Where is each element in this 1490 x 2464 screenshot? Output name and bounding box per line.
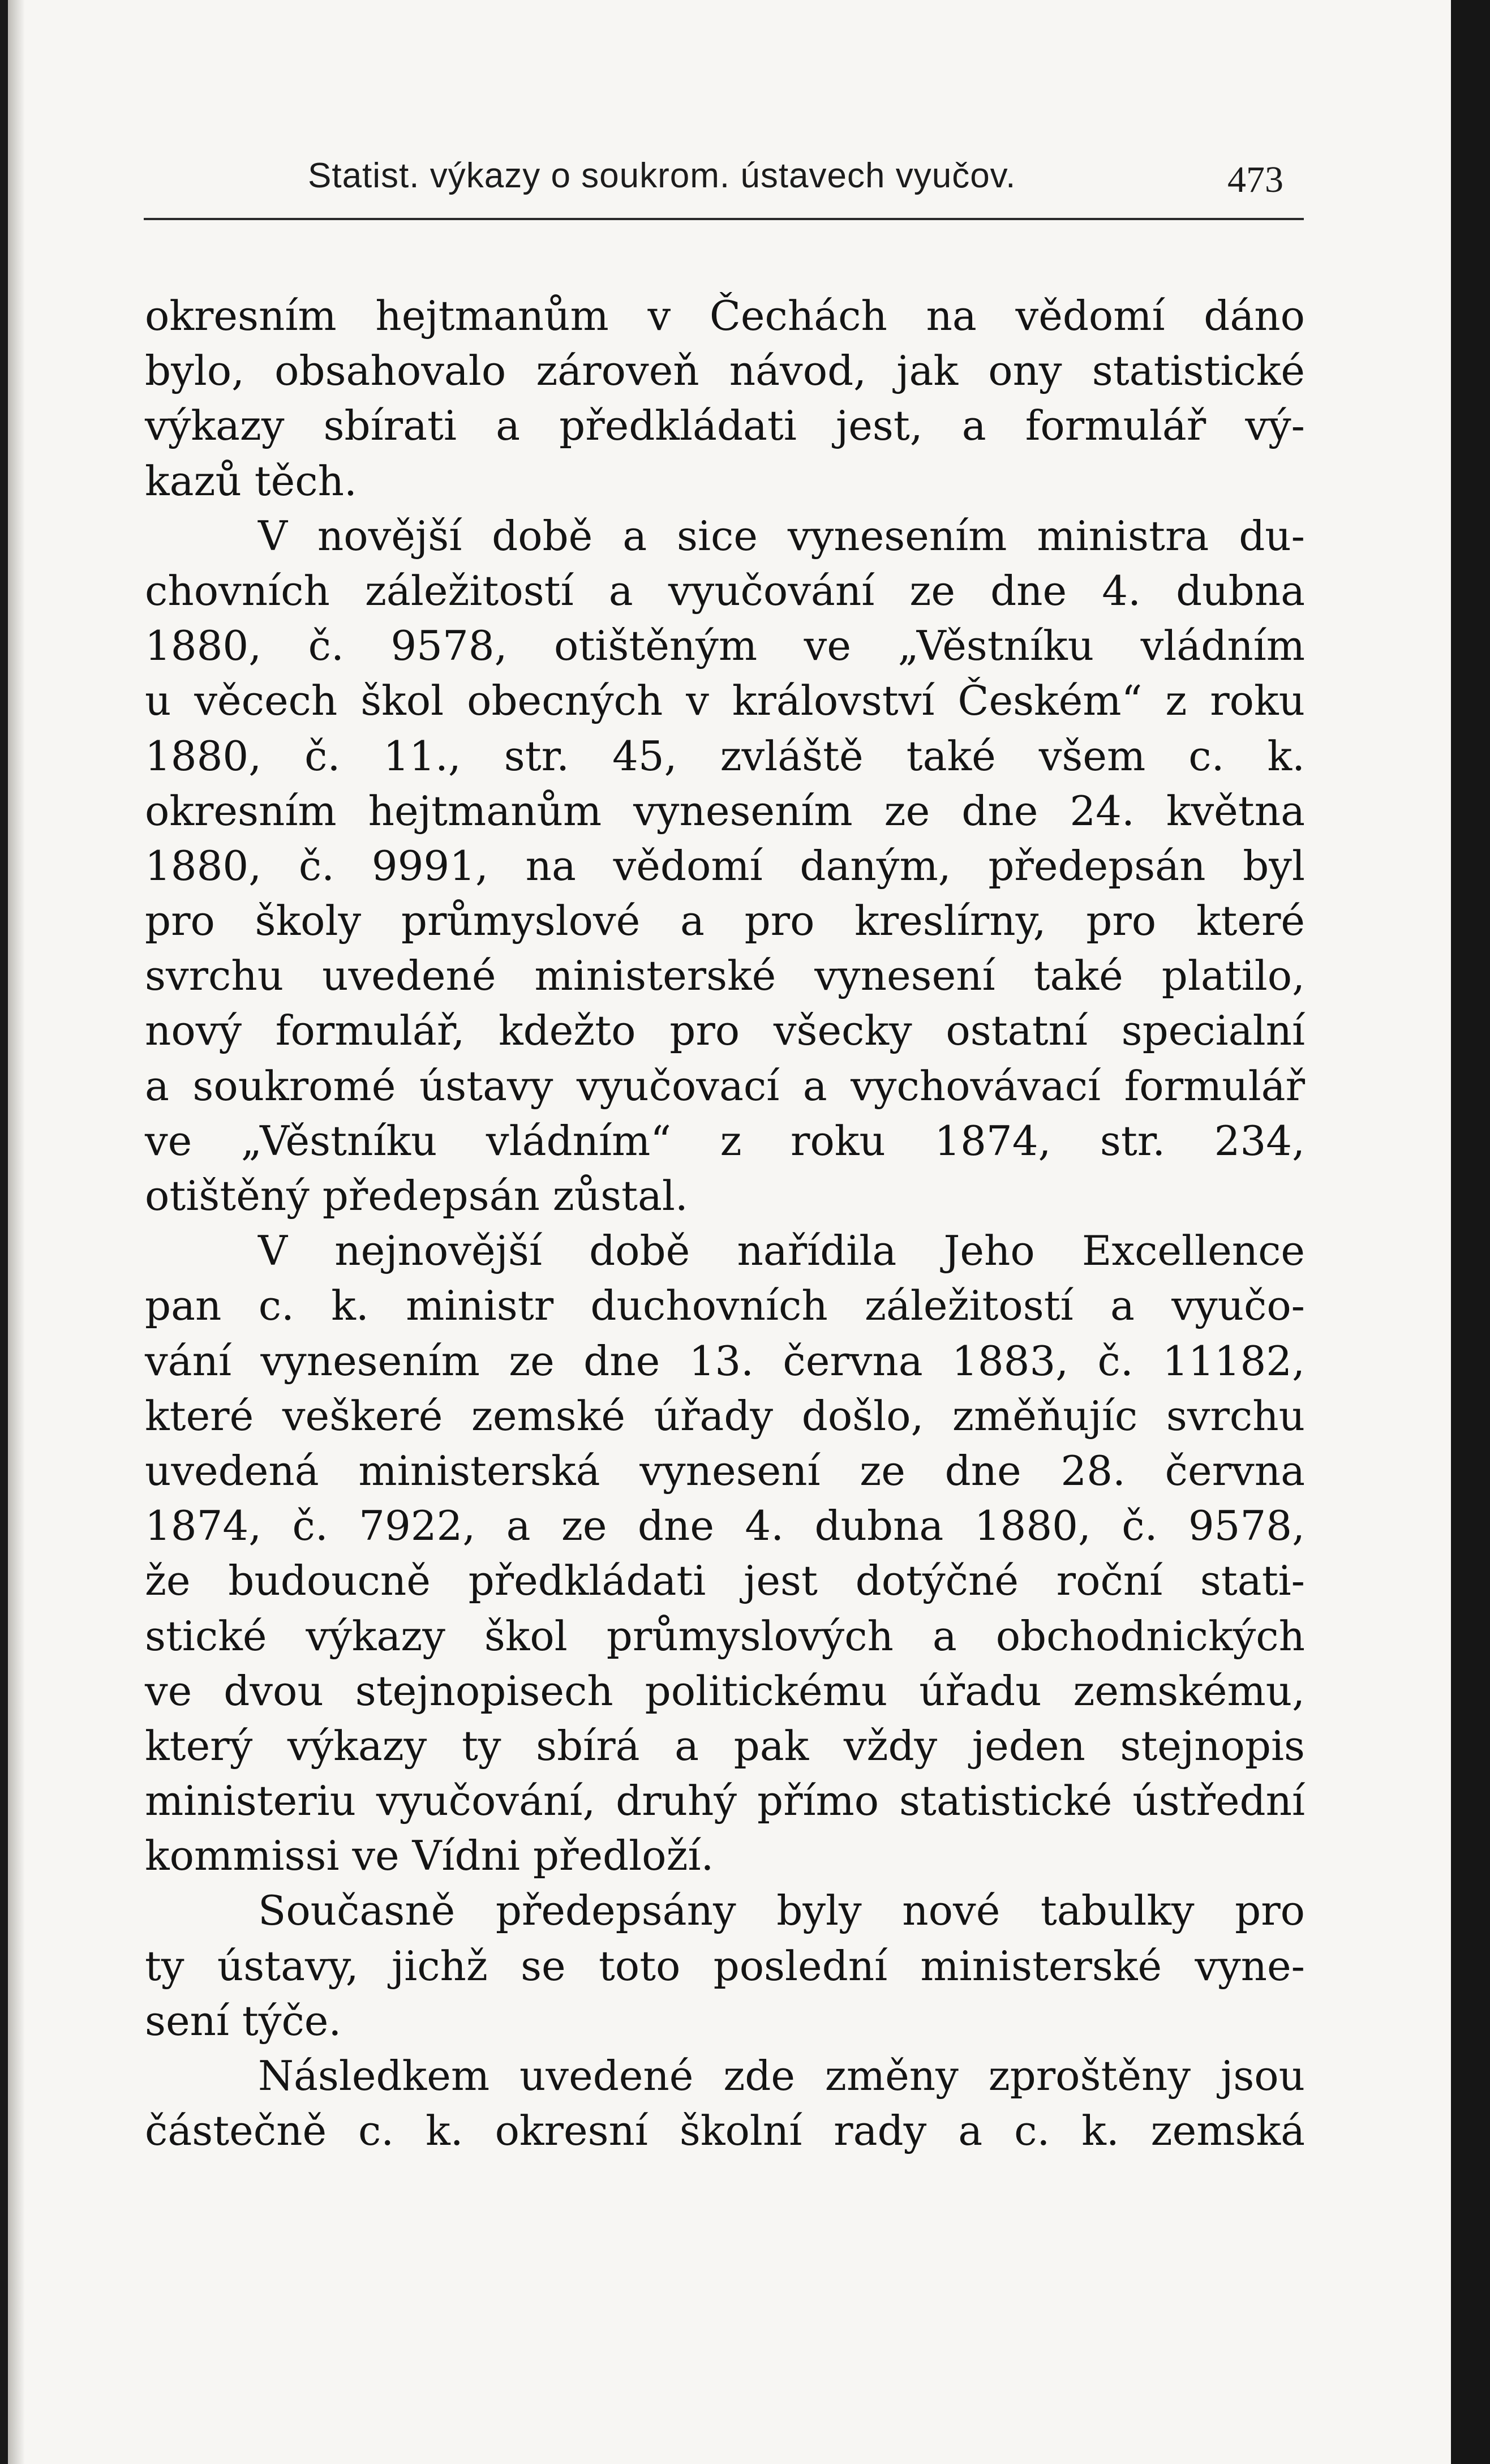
- text-line: kazů těch.: [145, 457, 357, 505]
- text-line: vání vynesením ze dne 13. června 1883, č. 11182,: [145, 1337, 1305, 1385]
- body-text: [145, 289, 1305, 2158]
- text-line: pro školy průmyslové a pro kreslírny, pro které: [145, 897, 1305, 945]
- text-line: které veškeré zemské úřady došlo, změňujíc svrchu: [145, 1392, 1305, 1440]
- text-line: V novější době a sice vynesením ministra du-: [258, 512, 1305, 560]
- text-line: kommissi ve Vídni předloží.: [145, 1832, 714, 1880]
- text-line: Následkem uvedené zde změny zproštěny jsou: [258, 2052, 1305, 2100]
- page-number: 473: [1227, 159, 1283, 200]
- header-rule: [144, 218, 1304, 220]
- text-line: 1874, č. 7922, a ze dne 4. dubna 1880, č. 9578,: [145, 1502, 1305, 1550]
- text-line: ve dvou stejnopisech politickému úřadu zemskému,: [145, 1667, 1305, 1715]
- text-line: 1880, č. 9991, na vědomí daným, předepsán byl: [145, 842, 1305, 890]
- text-line: že budoucně předkládati jest dotýčné roční stati-: [145, 1557, 1305, 1605]
- text-line: a soukromé ústavy vyučovací a vychovávací formulář: [145, 1062, 1305, 1110]
- scan-dark-edge: [1451, 0, 1490, 2464]
- running-head: Statist. výkazy o soukrom. ústavech vyučov.: [308, 156, 1016, 195]
- text-line: stické výkazy škol průmyslových a obchodnických: [145, 1612, 1305, 1660]
- text-line: který výkazy ty sbírá a pak vždy jeden stejnopis: [145, 1722, 1305, 1770]
- text-line: Současně předepsány byly nové tabulky pro: [258, 1887, 1305, 1935]
- text-line: V nejnovější době nařídila Jeho Excellence: [258, 1227, 1305, 1275]
- text-line: okresním hejtmanům vynesením ze dne 24. května: [145, 787, 1305, 835]
- text-line: sení týče.: [145, 1997, 342, 2045]
- text-line: ve „Věstníku vládním“ z roku 1874, str. 234,: [145, 1117, 1305, 1165]
- book-page: [8, 0, 1451, 2464]
- text-line: ty ústavy, jichž se toto poslední ministerské vyne-: [145, 1942, 1305, 1990]
- text-line: uvedená ministerská vynesení ze dne 28. června: [145, 1446, 1305, 1495]
- text-line: výkazy sbírati a předkládati jest, a formulář vý-: [145, 402, 1305, 450]
- text-line: 1880, č. 9578, otištěným ve „Věstníku vládním: [145, 622, 1305, 670]
- text-line: u věcech škol obecných v království Českém“ z roku: [145, 677, 1305, 725]
- text-line: svrchu uvedené ministerské vynesení také platilo,: [145, 952, 1305, 1000]
- text-line: ministeriu vyučování, druhý přímo statistické ústřední: [145, 1777, 1305, 1825]
- text-line: chovních záležitostí a vyučování ze dne 4. dubna: [145, 566, 1305, 615]
- text-line: 1880, č. 11., str. 45, zvláště také všem c. k.: [145, 732, 1305, 780]
- text-line: nový formulář, kdežto pro všecky ostatní specialní: [145, 1007, 1305, 1055]
- text-line: částečně c. k. okresní školní rady a c. k. zemská: [145, 2107, 1305, 2155]
- text-line: okresním hejtmanům v Čechách na vědomí dáno: [145, 292, 1305, 340]
- text-line: pan c. k. ministr duchovních záležitostí a vyučo-: [145, 1282, 1305, 1330]
- text-line: otištěný předepsán zůstal.: [145, 1172, 688, 1220]
- text-line: bylo, obsahovalo zároveň návod, jak ony statistické: [145, 347, 1305, 395]
